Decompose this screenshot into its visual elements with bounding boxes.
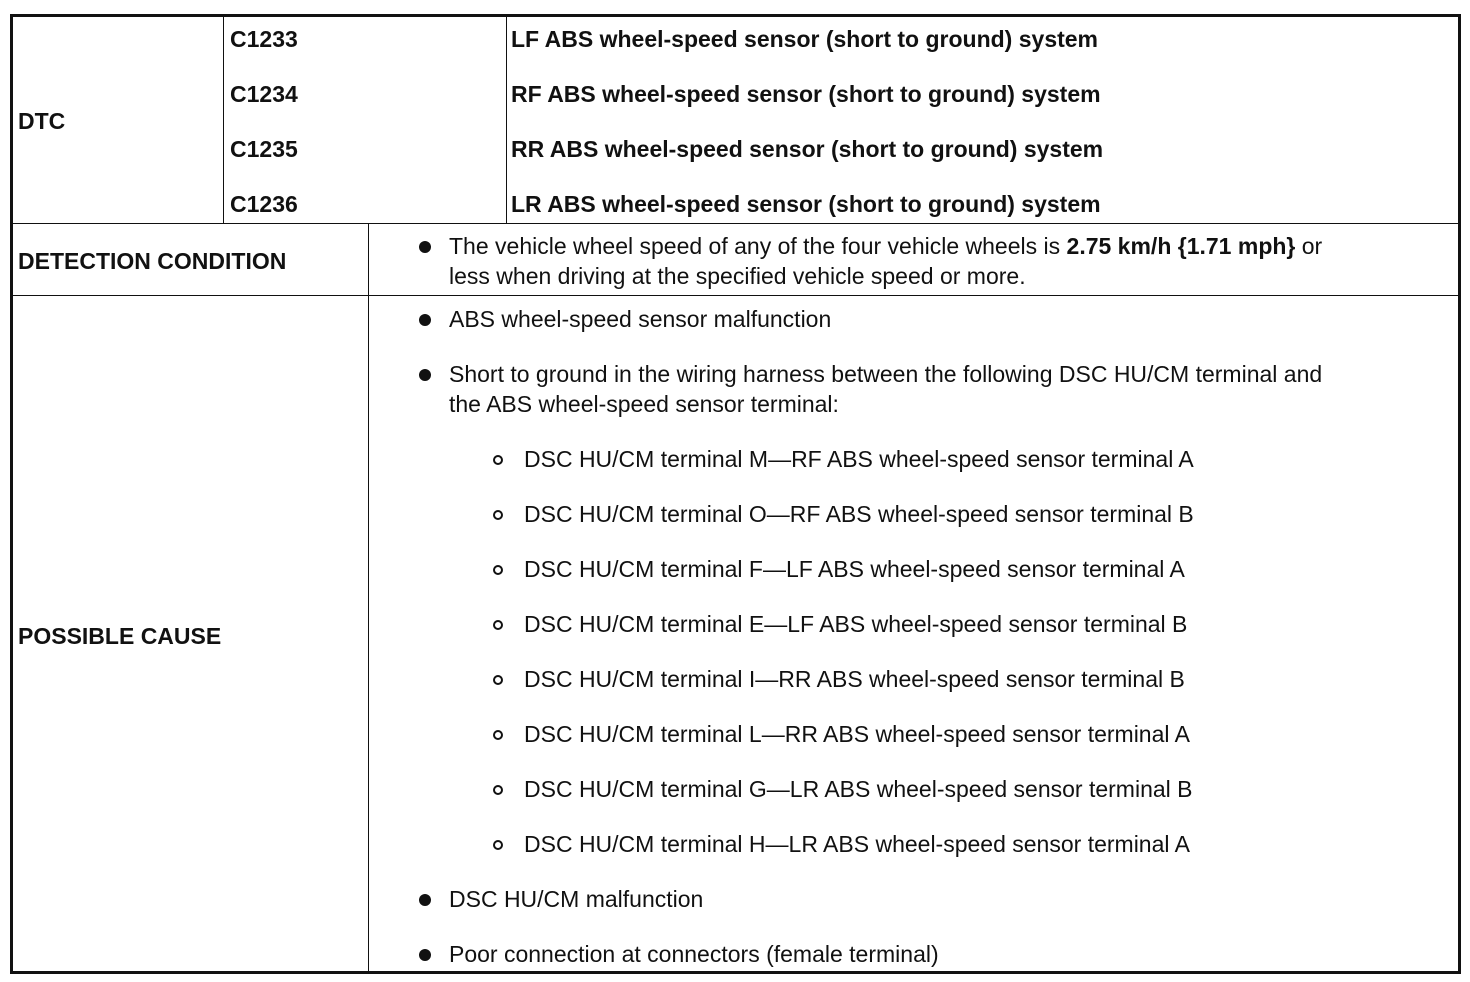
detection-condition-text [449,231,1322,261]
bullet-icon [419,314,431,326]
bullet-icon [419,369,431,381]
bullet-icon [419,949,431,961]
cause-subitem: DSC HU/CM terminal I—RR ABS wheel-speed sensor terminal B [524,666,1185,692]
cause-subitem: DSC HU/CM terminal F—LF ABS wheel-speed sensor terminal A [524,556,1185,582]
cause-item: Short to ground in the wiring harness between the following DSC HU/CM terminal and [449,361,1323,387]
bullet-icon [419,894,431,906]
cause-subitem: DSC HU/CM terminal O—RF ABS wheel-speed sensor terminal B [524,501,1194,527]
dtc-code: C1234 [230,81,298,107]
sub-bullet-icon [493,455,503,465]
column-divider [368,224,369,971]
sub-bullet-icon [493,730,503,740]
row-divider [13,223,1458,224]
cause-subitem: DSC HU/CM terminal E—LF ABS wheel-speed sensor terminal B [524,611,1188,637]
bullet-icon [419,241,431,253]
column-divider [223,17,224,224]
dtc-table [10,14,1461,974]
dtc-code: C1235 [230,136,298,162]
sub-bullet-icon [493,785,503,795]
sub-bullet-icon [493,675,503,685]
cause-subitem: DSC HU/CM terminal H—LR ABS wheel-speed sensor terminal A [524,831,1190,857]
cause-item-continuation: the ABS wheel-speed sensor terminal: [449,391,839,417]
cause-item: Poor connection at connectors (female terminal) [449,941,939,967]
possible-cause-label: POSSIBLE CAUSE [18,623,222,649]
sub-bullet-icon [493,510,503,520]
detection-speed-threshold: 2.75 km/h {1.71 mph} [1066,233,1296,259]
dtc-code: C1236 [230,191,298,217]
cause-item: DSC HU/CM malfunction [449,886,704,912]
sub-bullet-icon [493,620,503,630]
dtc-description: RF ABS wheel-speed sensor (short to ground) system [511,81,1101,107]
detection-text-start: The vehicle wheel speed of any of the four vehicle wheels is [449,233,1067,259]
dtc-label: DTC [18,108,66,134]
row-divider [13,295,1458,296]
sub-bullet-icon [493,565,503,575]
detection-condition-text-line2: less when driving at the specified vehicle speed or more. [449,263,1026,289]
dtc-description: RR ABS wheel-speed sensor (short to ground) system [511,136,1104,162]
cause-item: ABS wheel-speed sensor malfunction [449,306,832,332]
sub-bullet-icon [493,840,503,850]
dtc-description: LF ABS wheel-speed sensor (short to ground) system [511,26,1099,52]
detection-condition-label: DETECTION CONDITION [18,248,287,274]
cause-subitem: DSC HU/CM terminal L—RR ABS wheel-speed sensor terminal A [524,721,1190,747]
detection-text-end: or [1295,233,1323,259]
column-divider [506,17,507,224]
dtc-code: C1233 [230,26,298,52]
cause-subitem: DSC HU/CM terminal G—LR ABS wheel-speed sensor terminal B [524,776,1193,802]
cause-subitem: DSC HU/CM terminal M—RF ABS wheel-speed sensor terminal A [524,446,1194,472]
dtc-description: LR ABS wheel-speed sensor (short to ground) system [511,191,1101,217]
